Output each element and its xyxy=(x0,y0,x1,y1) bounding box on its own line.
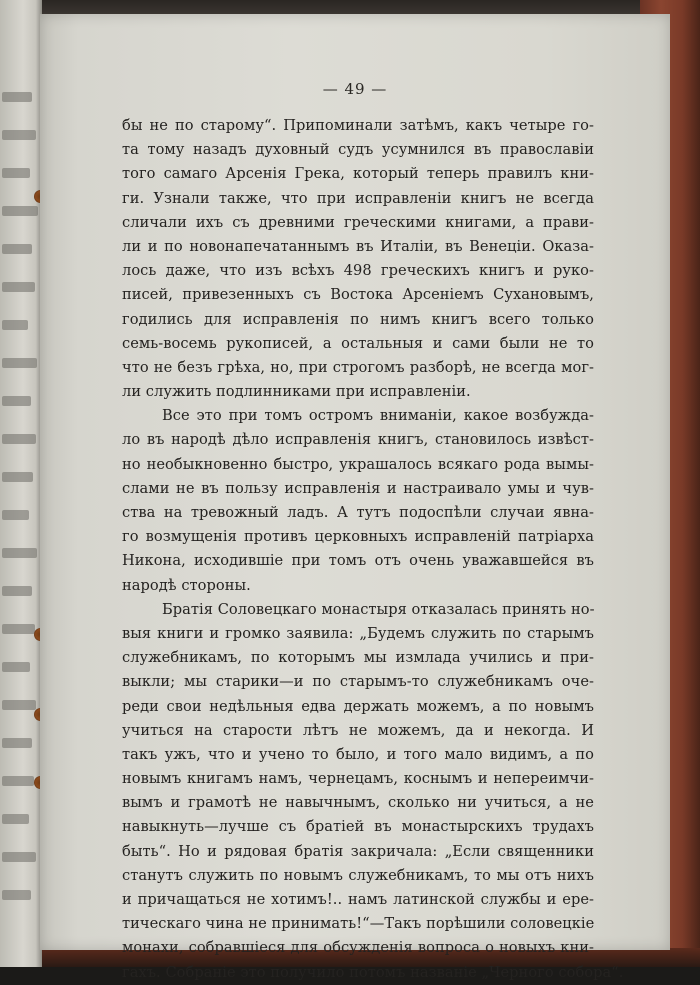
text-line: станутъ служить по новымъ служебникамъ, то мы отъ нихъ xyxy=(122,866,594,884)
book-cover-top xyxy=(0,0,700,14)
text-line: годились для исправленія по нимъ книгъ всего только xyxy=(122,310,594,328)
text-line: что не безъ грѣха, но, при строгомъ разборѣ, не всегда мог- xyxy=(122,358,594,376)
page-number: — 49 — xyxy=(322,80,388,98)
text-line: навыкнуть—лучше съ братіей въ монастырскихъ трудахъ xyxy=(122,818,594,836)
text-line: ги. Узнали также, что при исправленіи книгъ не всегда xyxy=(122,189,594,207)
text-line: ли служить подлинниками при исправленіи. xyxy=(122,383,471,401)
text-line: тическаго чина не принимать!“—Такъ порѣшили соловецкіе xyxy=(122,915,595,933)
text-line: ли и по новонапечатаннымъ въ Италіи, въ Венеціи. Оказа- xyxy=(122,237,594,255)
text-line: но необыкновенно быстро, украшалось всякаго рода вымы- xyxy=(122,455,594,473)
text-line: реди свои недѣльныя едва держать можемъ, а по новымъ xyxy=(122,697,594,715)
text-line: быть“. Но и рядовая братія закричала: „Если священники xyxy=(122,842,594,860)
text-line: того самаго Арсенія Грека, который теперь правилъ кни- xyxy=(122,165,594,183)
text-line: ства на тревожный ладъ. А тутъ подоспѣли случаи явна- xyxy=(122,504,594,521)
text-line: монахи, собравшіеся для обсужденія вопроса о новыхъ кни- xyxy=(122,939,594,957)
text-line: выкли; мы старики—и по старымъ-то служебникамъ оче- xyxy=(122,673,594,691)
text-line: гахъ. Собраніе это получило потомъ названіе „Черного собора“. xyxy=(122,963,624,981)
text-line: народѣ стороны. xyxy=(122,576,251,594)
page-text xyxy=(122,114,624,985)
text-line: та тому назадъ духовный судъ усумнился въ православіи xyxy=(122,141,594,159)
text-line: Братія Соловецкаго монастыря отказалась принять но- xyxy=(162,600,595,618)
text-line: и причащаться не хотимъ!.. намъ латинской службы и ере- xyxy=(122,891,594,908)
text-line: писей, привезенныхъ съ Востока Арсеніемъ Сухановымъ, xyxy=(122,286,594,304)
text-line: вымъ и грамотѣ не навычнымъ, сколько ни учиться, а не xyxy=(122,794,594,812)
text-line: служебникамъ, по которымъ мы измлада учились и при- xyxy=(122,649,594,667)
text-line: ло въ народѣ дѣло исправленія книгъ, становилось извѣст- xyxy=(122,431,594,449)
left-page-edge xyxy=(0,0,42,967)
text-line: такъ ужъ, что и учено то было, и того мало видимъ, а по xyxy=(122,745,594,763)
text-line: семь-восемь рукописей, а остальныя и сами были не то xyxy=(122,334,594,352)
text-line: лось даже, что изъ всѣхъ 498 греческихъ книгъ и руко- xyxy=(122,262,594,280)
text-line: Никона, исходившіе при томъ отъ очень уважавшейся въ xyxy=(122,552,594,570)
text-line: учиться на старости лѣтъ не можемъ, да и некогда. И xyxy=(122,721,594,739)
text-line: бы не по старому“. Припоминали затѣмъ, какъ четыре го- xyxy=(122,117,594,134)
text-line: сличали ихъ съ древними греческими книгами, а прави- xyxy=(122,213,594,231)
text-line: го возмущенія противъ церковныхъ исправленій патріарха xyxy=(122,528,594,546)
book-page xyxy=(40,14,670,981)
text-line: новымъ книгамъ намъ, чернецамъ, коснымъ и непереимчи- xyxy=(122,770,594,788)
text-line: Все это при томъ остромъ вниманіи, какое возбужда- xyxy=(162,407,594,425)
text-line: слами не въ пользу исправленія и настраивало умы и чув- xyxy=(122,479,594,497)
text-line: выя книги и громко заявила: „Будемъ служить по старымъ xyxy=(122,624,594,642)
